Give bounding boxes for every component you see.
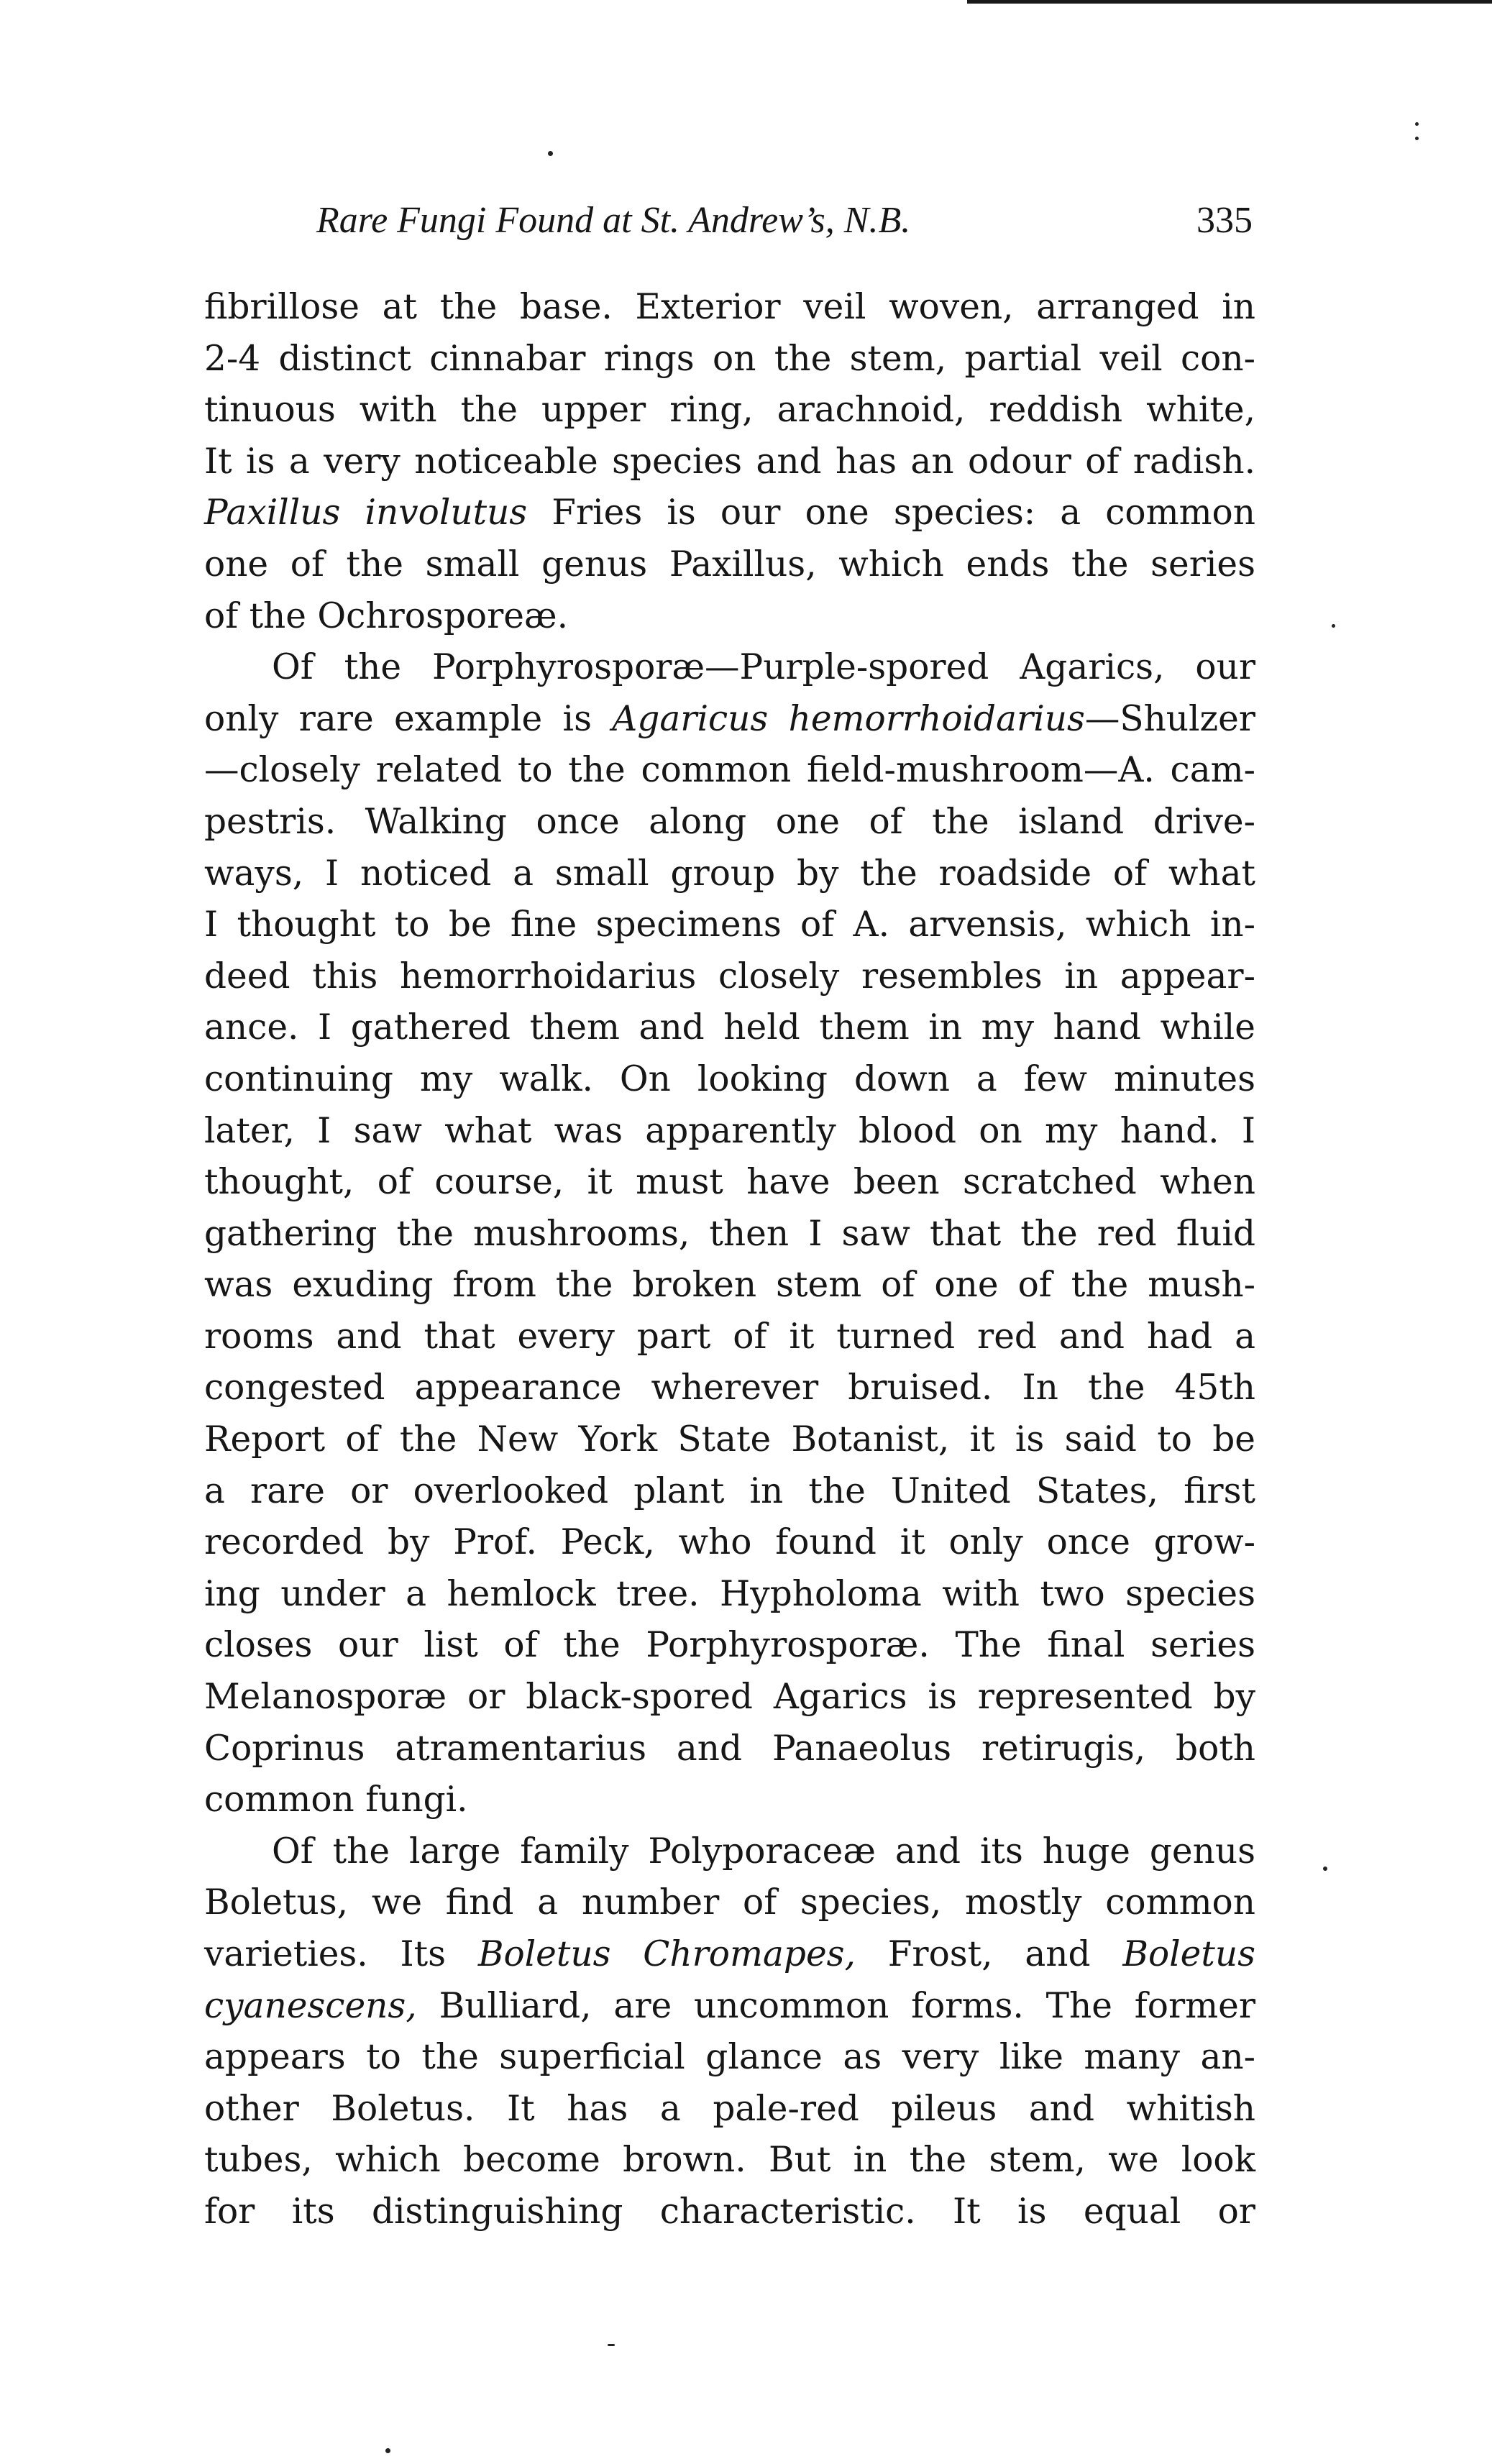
print-speck	[385, 2448, 390, 2453]
text-run: tubes, which become brown. But in the stem, we look	[204, 2140, 1255, 2181]
text-line	[204, 1672, 1255, 1723]
text-run: Of the Porphyrosporæ—Purple-spored Agarics, our	[272, 647, 1255, 688]
text-run: a rare or overlooked plant in the United States, first	[204, 1470, 1255, 1511]
text-line	[204, 1414, 1255, 1466]
text-run: only rare example is	[204, 698, 613, 739]
text-run: varieties. Its	[204, 1934, 478, 1974]
text-line	[204, 1002, 1255, 1054]
print-speck	[548, 151, 553, 156]
text-run: Boletus, we find a number of species, mostly common	[204, 1882, 1255, 1923]
text-line	[204, 1311, 1255, 1363]
text-line	[204, 642, 1255, 694]
text-run: —closely related to the common field-mushroom—A. cam-	[204, 750, 1255, 791]
print-speck	[608, 2344, 615, 2346]
text-run: recorded by Prof. Peck, who found it only once grow-	[204, 1522, 1255, 1563]
text-run: It is a very noticeable species and has an odour of radish.	[204, 441, 1255, 482]
text-run: tinuous with the upper ring, arachnoid, reddish white,	[204, 390, 1255, 431]
text-line	[204, 385, 1255, 436]
text-line	[204, 436, 1255, 488]
text-line	[204, 1054, 1255, 1106]
text-run: of the Ochrosporeæ.	[204, 595, 568, 636]
text-run: Report of the New York State Botanist, it is said to be	[204, 1419, 1255, 1460]
text-line	[204, 1569, 1255, 1621]
text-run: other Boletus. It has a pale-red pileus and whitish	[204, 2088, 1255, 2129]
text-line	[204, 1620, 1255, 1672]
text-run: Frost, and	[855, 1934, 1123, 1974]
text-run: for its distinguishing characteristic. It is equal or	[204, 2191, 1255, 2232]
text-line	[204, 694, 1255, 746]
text-run: Bulliard, are uncommon forms. The former	[416, 1985, 1255, 2026]
text-run: congested appearance wherever bruised. In the 45th	[204, 1368, 1255, 1409]
top-edge-rule	[967, 0, 1492, 4]
text-line	[204, 951, 1255, 1003]
text-run: —Shulzer	[1084, 698, 1255, 739]
text-run: Melanosporæ or black-spored Agarics is represented by	[204, 1677, 1255, 1718]
text-run: ing under a hemlock tree. Hypholoma with two species	[204, 1573, 1255, 1614]
text-run: appears to the superficial glance as very like many an-	[204, 2037, 1255, 2078]
text-line	[204, 334, 1255, 385]
text-run: Fries is our one species: a common	[527, 493, 1255, 533]
text-line	[204, 487, 1255, 539]
text-line	[204, 1362, 1255, 1414]
italic-text-run: cyanescens,	[204, 1985, 417, 2026]
text-line	[204, 1826, 1255, 1878]
text-line	[204, 1157, 1255, 1209]
print-speck	[1323, 1867, 1327, 1871]
text-line	[204, 848, 1255, 900]
page-header	[316, 196, 1253, 246]
text-line	[204, 2084, 1255, 2135]
text-line	[204, 1774, 1255, 1826]
text-line	[204, 2186, 1255, 2238]
text-line	[204, 1106, 1255, 1158]
text-run: closes our list of the Porphyrosporæ. The final series	[204, 1625, 1255, 1666]
text-line	[204, 1929, 1255, 1981]
text-run: continuing my walk. On looking down a few minutes	[204, 1058, 1255, 1099]
text-line	[204, 1466, 1255, 1518]
text-line	[204, 745, 1255, 797]
text-run: Of the large family Polyporaceæ and its huge genus	[272, 1831, 1255, 1872]
text-line	[204, 2032, 1255, 2084]
text-line	[204, 1260, 1255, 1311]
text-line	[204, 1209, 1255, 1260]
text-line	[204, 539, 1255, 591]
text-run: 2-4 distinct cinnabar rings on the stem, partial veil con-	[204, 338, 1255, 379]
running-title: Rare Fungi Found at St. Andrew’s, N.B.	[316, 200, 911, 241]
print-speck	[1415, 122, 1419, 126]
text-run: later, I saw what was apparently blood on my hand. I	[204, 1110, 1255, 1151]
print-speck	[1415, 137, 1419, 140]
text-line	[204, 1981, 1255, 2033]
text-run: fibrillose at the base. Exterior veil woven, arranged in	[204, 287, 1255, 327]
text-run: I thought to be fine specimens of A. arvensis, which in-	[204, 904, 1255, 945]
italic-text-run: Boletus Chromapes,	[477, 1934, 856, 1974]
text-line	[204, 1723, 1255, 1775]
text-line	[204, 282, 1255, 334]
text-line	[204, 2135, 1255, 2186]
body-text	[204, 282, 1255, 2238]
text-run: ways, I noticed a small group by the roadside of what	[204, 853, 1255, 894]
italic-text-run: Paxillus involutus	[204, 493, 528, 533]
text-line	[204, 1877, 1255, 1929]
text-line	[204, 797, 1255, 848]
print-speck	[1332, 624, 1335, 628]
text-line	[204, 899, 1255, 951]
text-run: one of the small genus Paxillus, which ends the series	[204, 544, 1255, 585]
text-run: gathering the mushrooms, then I saw that the red fluid	[204, 1213, 1255, 1254]
text-run: Coprinus atramentarius and Panaeolus retirugis, both	[204, 1728, 1255, 1769]
text-line	[204, 1517, 1255, 1569]
italic-text-run: Agaricus hemorrhoidarius	[612, 698, 1085, 739]
text-run: rooms and that every part of it turned red and had a	[204, 1316, 1255, 1357]
text-run: pestris. Walking once along one of the island drive-	[204, 801, 1255, 842]
italic-text-run: Boletus	[1122, 1934, 1255, 1974]
text-run: thought, of course, it must have been scratched when	[204, 1162, 1255, 1203]
text-run: ance. I gathered them and held them in my hand while	[204, 1007, 1255, 1048]
page-number: 335	[1196, 200, 1253, 241]
text-line	[204, 591, 1255, 643]
text-run: was exuding from the broken stem of one of the mush-	[204, 1265, 1255, 1306]
text-run: common fungi.	[204, 1780, 468, 1820]
text-run: deed this hemorrhoidarius closely resembles in appear-	[204, 956, 1255, 997]
